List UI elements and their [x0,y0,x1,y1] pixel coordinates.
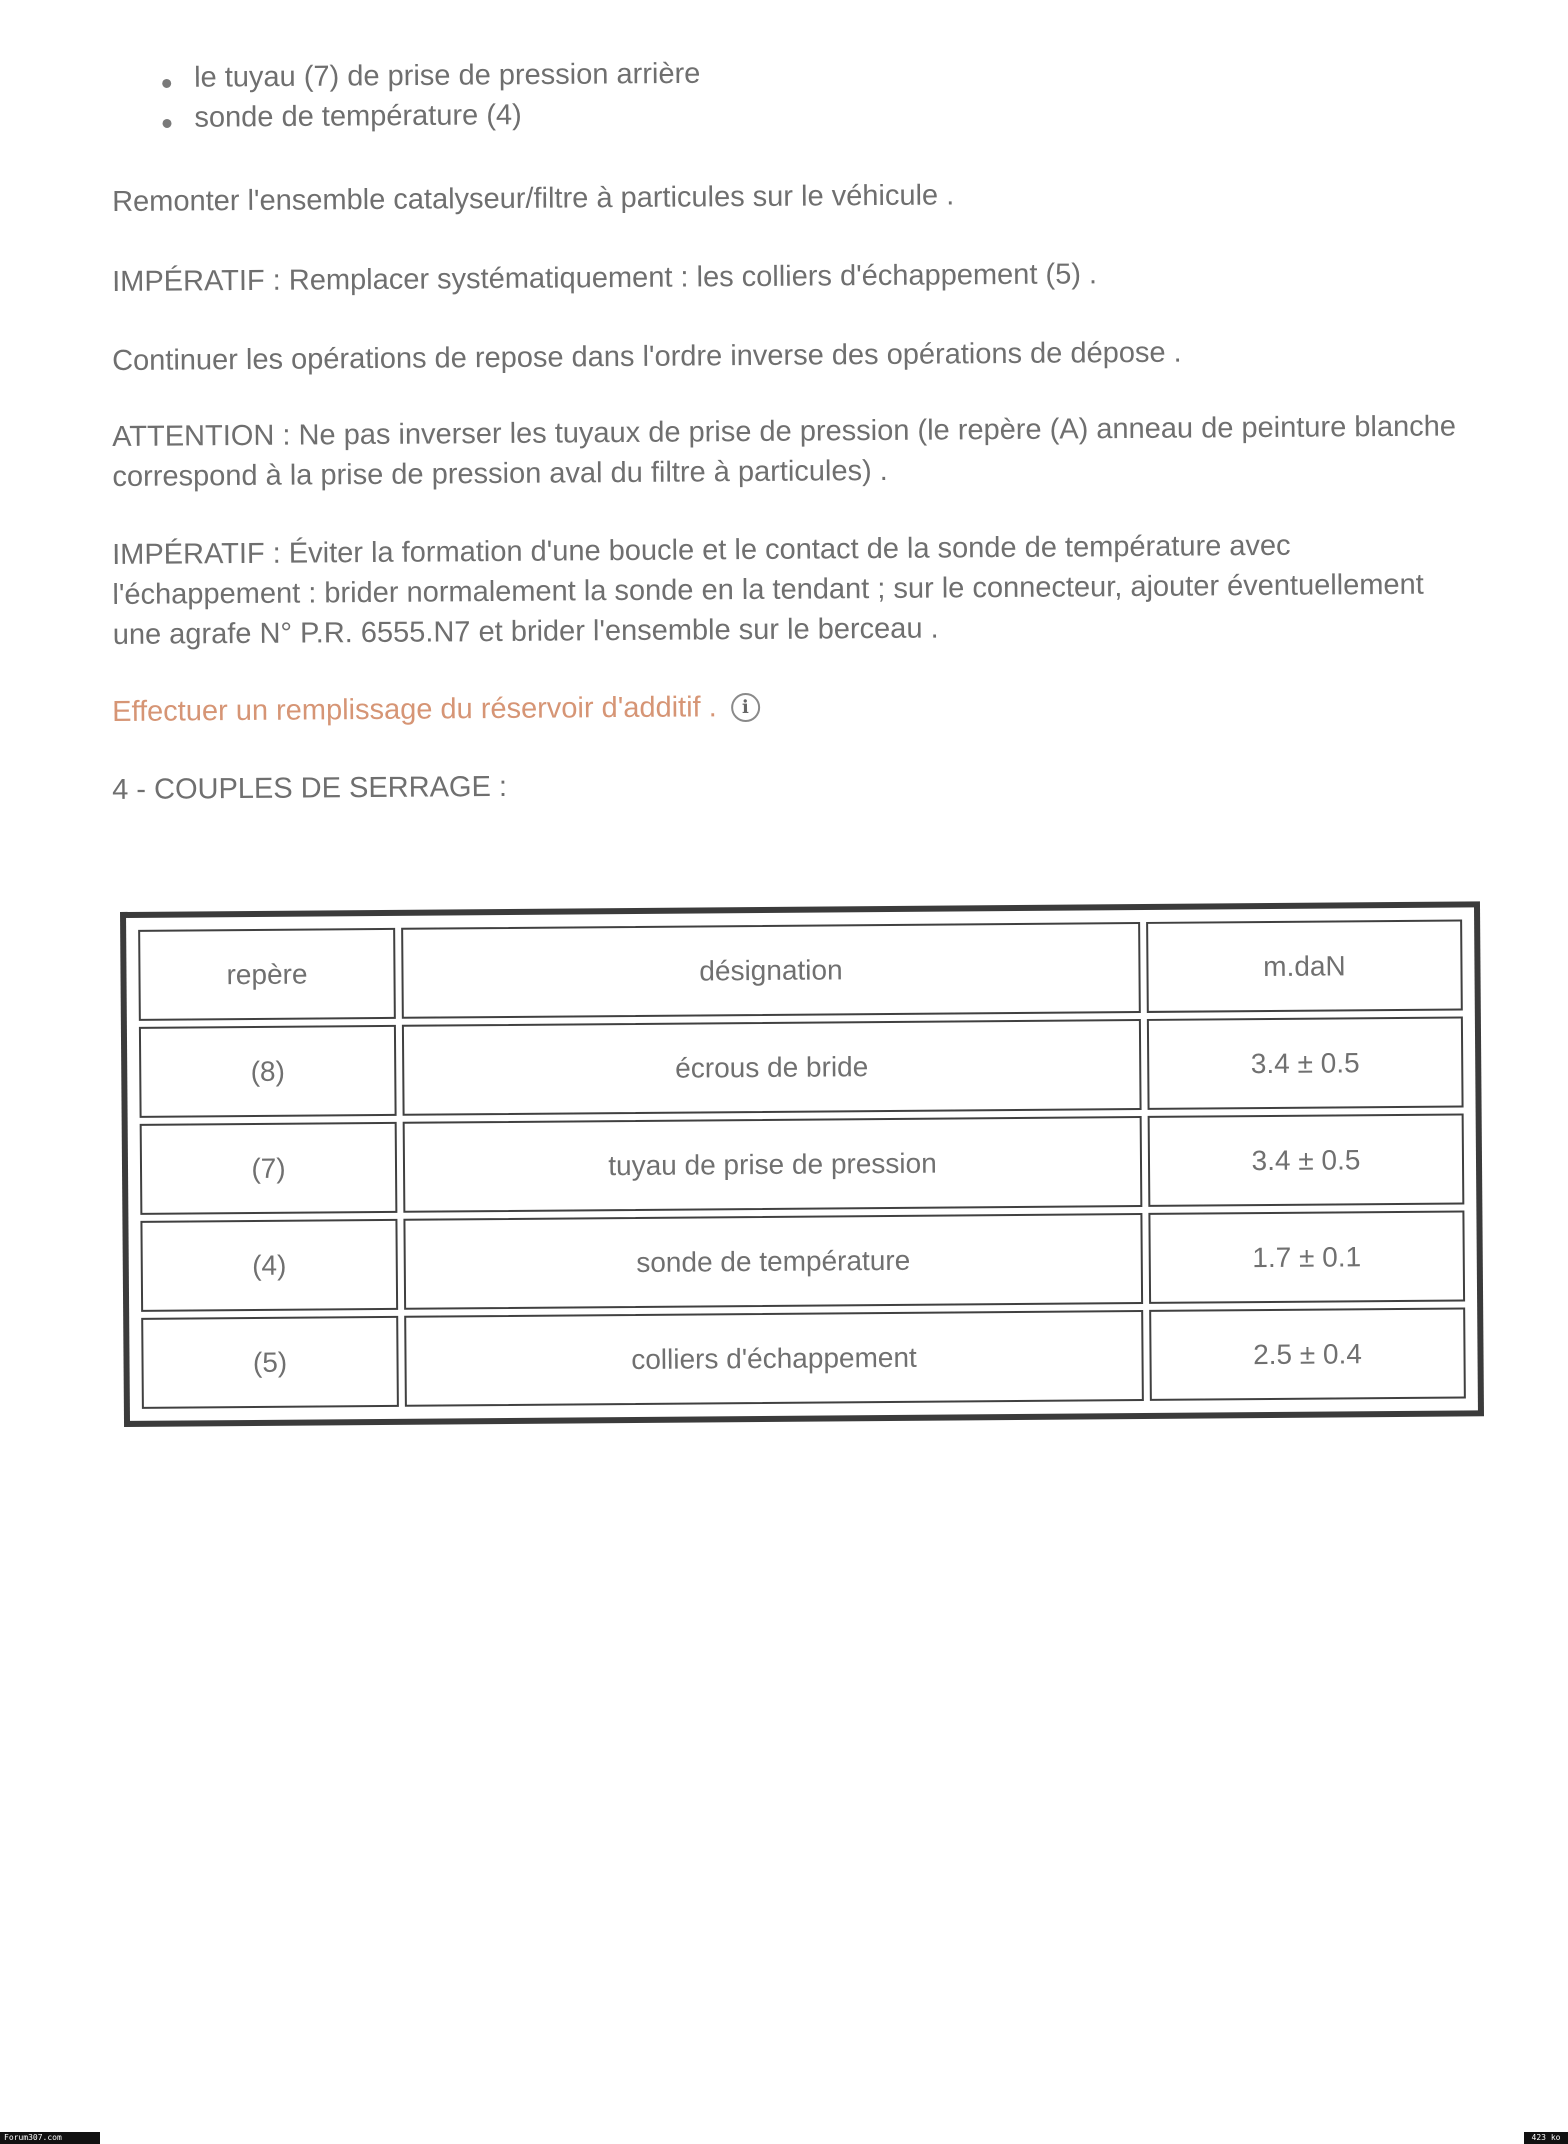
cell-torque: 2.5 ± 0.4 [1149,1307,1466,1400]
header-designation: désignation [401,922,1141,1019]
header-repere: repère [138,928,396,1021]
torque-table [132,913,1472,1414]
cell-designation: colliers d'échappement [404,1310,1144,1407]
torque-table-frame [120,901,1484,1427]
cell-designation: sonde de température [403,1213,1143,1310]
info-icon[interactable]: i [731,693,760,722]
cell-torque: 1.7 ± 0.1 [1148,1210,1465,1303]
cell-torque: 3.4 ± 0.5 [1148,1113,1465,1206]
header-mdan: m.daN [1146,919,1463,1012]
cell-repere: (5) [141,1316,399,1409]
paragraph-remonter: Remonter l'ensemble catalyseur/filtre à particules sur le véhicule . [112,179,955,218]
bullet-item: le tuyau (7) de prise de pression arrière [160,54,700,98]
footer-filesize: 423 ko [1524,2132,1568,2144]
cell-torque: 3.4 ± 0.5 [1147,1016,1464,1109]
cell-designation: tuyau de prise de pression [403,1116,1143,1213]
bullet-item: sonde de température (4) [160,94,700,138]
cell-repere: (8) [139,1025,397,1118]
cell-designation: écrous de bride [402,1019,1142,1116]
section-heading-couples: 4 - COUPLES DE SERRAGE : [112,770,508,806]
footer-bar [0,2132,1568,2144]
table-row [140,1210,1465,1311]
paragraph-continuer: Continuer les opérations de repose dans l'ordre inverse des opérations de dépose . [112,336,1182,377]
table-row [139,1016,1464,1117]
cell-repere: (4) [140,1219,398,1312]
footer-source: Forum307.com [0,2132,100,2144]
remplissage-link[interactable]: Effectuer un remplissage du réservoir d'additif . [112,691,717,728]
bullet-list [160,54,701,138]
table-row [140,1113,1465,1214]
paragraph-imperatif-colliers: IMPÉRATIF : Remplacer systématiquement : les colliers d'échappement (5) . [112,258,1098,298]
table-row [141,1307,1466,1408]
paragraph-remplissage [112,681,1472,732]
paragraph-attention: ATTENTION : Ne pas inverser les tuyaux de prise de pression (le repère (A) anneau de peinture blanche correspond à la prise de pression aval du filtre à particules) . [112,410,1457,493]
table-header-row [138,919,1463,1020]
torque-table-inner [126,907,1478,1421]
cell-repere: (7) [140,1122,398,1215]
paragraph-imperatif-boucle: IMPÉRATIF : Éviter la formation d'une boucle et le contact de la sonde de température avec l'échappement : brider normalement la sonde en la tendant ; sur le connecteur, ajouter éventuellement une agrafe N° P.R. 6555.N7 et brider l'ensemble sur le berceau . [112,529,1424,651]
